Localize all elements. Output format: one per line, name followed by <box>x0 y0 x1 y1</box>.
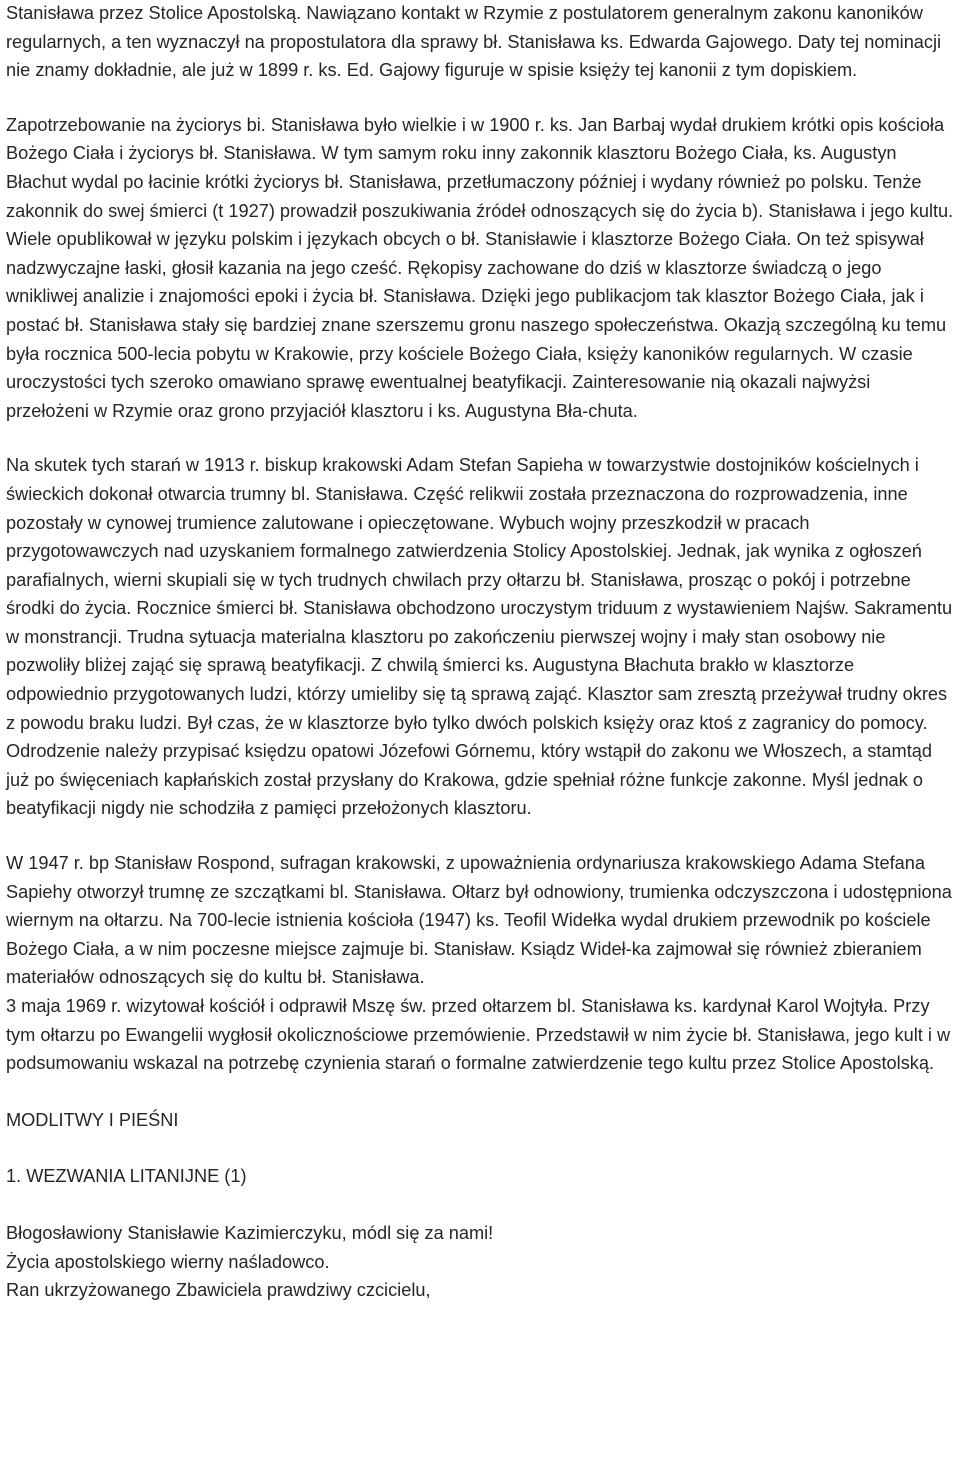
paragraph-biographies: Zapotrzebowanie na życiorys bi. Stanisława było wielkie i w 1900 r. ks. Jan Barbaj wydał drukiem krótki opis kościoła Bożego Ciała i życiorys bł. Stanisława. W tym samym roku inny zakonnik klasztoru Bożego Ciała, ks. Augustyn Błachut wydal po łacinie krótki życiorys bł. Stanisława, przetłumaczony później i wydany również po polsku. Tenże zakonnik do swej śmierci (t 1927) prowadził poszukiwania źródeł odnoszących się do życia b). Stanisława i jego kultu. Wiele opublikował w języku polskim i językach obcych o bł. Stanisławie i klasztorze Bożego Ciała. On też spisywał nadzwyczajne łaski, głosił kazania na jego cześć. Rękopisy zachowane do dziś w klasztorze świadczą o jego wnikliwej analizie i znajomości epoki i życia bł. Stanisława. Dzięki jego publikacjom tak klasztor Bożego Ciała, jak i postać bł. Stanisława stały się bardziej znane szerszemu gronu naszego społeczeństwa. Okazją szczególną ku temu była rocznica 500-lecia pobytu w Krakowie, przy kościele Bożego Ciała, księży kanoników regularnych. W czasie uroczystości tych szeroko omawiano sprawę ewentualnej beatyfikacji. Zainteresowanie nią okazali najwyżsi przełożeni w Rzymie oraz grono przyjaciół klasztoru i ks. Augustyna Bła-chuta. <box>6 114 954 421</box>
subsection-title: 1. WEZWANIA LITANIJNE (1) <box>6 1166 247 1187</box>
litany-line: Błogosławiony Stanisławie Kazimierczyku, módl się za nami! <box>6 1222 494 1243</box>
litany-line: Ran ukrzyżowanego Zbawiciela prawdziwy czcicielu, <box>6 1280 431 1301</box>
paragraph-1969: 3 maja 1969 r. wizytował kościół i odprawił Mszę św. przed ołtarzem bl. Stanisława ks. kardynał Karol Wojtyła. Przy tym ołtarzu po Ewangelii wygłosił okolicznościowe przemówienie. Przedstawił w nim życie bł. Stanisława, jego kult i w podsumowaniu wskazal na potrzebę czynienia starań o formalne zatwierdzenie tego kultu przez Stolice Apostolską. <box>6 996 951 1074</box>
paragraph-postulator: Stanisława przez Stolice Apostolską. Nawiązano kontakt w Rzymie z postulatorem generalnym zakonu kanoników regularnych, a ten wyznaczył na propostulatora dla sprawy bł. Stanisława ks. Edwarda Gajowego. Daty tej nominacji nie znamy dokładnie, ale już w 1899 r. ks. Ed. Gajowy figuruje w spisie księży tej kanonii z tym dopiskiem. <box>6 3 942 81</box>
litany-line: Życia apostolskiego wierny naśladowco. <box>6 1251 330 1272</box>
paragraph-1947: W 1947 r. bp Stanisław Rospond, sufragan krakowski, z upoważnienia ordynariusza krakowskiego Adama Stefana Sapiehy otworzył trumnę ze szczątkami bl. Stanisława. Ołtarz był odnowiony, trumienka odczyszczona i udostępniona wiernym na ołtarzu. Na 700-lecie istnienia kościoła (1947) ks. Teofil Widełka wydal drukiem przewodnik po kościele Bożego Ciała, a w nim poczesne miejsce zajmuje bi. Stanisław. Ksiądz Wideł-ka zajmował się również zbieraniem materiałów odnoszących się do kultu bł. Stanisława. <box>6 853 952 988</box>
paragraph-coffin-opening-1913: Na skutek tych starań w 1913 r. biskup krakowski Adam Stefan Sapieha w towarzystwie dostojników kościelnych i świeckich dokonał otwarcia trumny bl. Stanisława. Część relikwii została przeznaczona do rozprowadzenia, inne pozostały w cynowej trumience zalutowane i opieczętowane. Wybuch wojny przeszkodził w pracach przygotowawczych nad uzyskaniem formalnego zatwierdzenia Stolicy Apostolskiej. Jednak, jak wynika z ogłoszeń parafialnych, wierni skupiali się w tych trudnych chwilach przy ołtarzu bł. Stanisława, prosząc o pokój i potrzebne środki do życia. Rocznice śmierci bł. Stanisława obchodzono uroczystym triduum z wystawieniem Najśw. Sakramentu w monstrancji. Trudna sytuacja materialna klasztoru po zakończeniu pierwszej wojny i mały stan osobowy nie pozwoliły bliżej zająć się sprawą beatyfikacji. Z chwilą śmierci ks. Augustyna Błachuta brakło w klasztorze odpowiednio przygotowanych ludzi, którzy umieliby się tą sprawą zająć. Klasztor sam zresztą przeżywał trudny okres z powodu braku ludzi. Był czas, że w klasztorze było tylko dwóch polskich księży oraz ktoś z zagranicy do pomocy. Odrodzenie należy przypisać księdzu opatowi Józefowi Górnemu, który wstąpił do zakonu we Włoszech, a stamtąd już po święceniach kapłańskich został przysłany do Krakowa, gdzie spełniał różne funkcje zakonne. Myśl jednak o beatyfikacji nigdy nie schodziła z pamięci przełożonych klasztoru. <box>6 455 953 819</box>
section-title: MODLITWY I PIEŚNI <box>6 1109 179 1130</box>
document-page <box>6 0 958 1305</box>
